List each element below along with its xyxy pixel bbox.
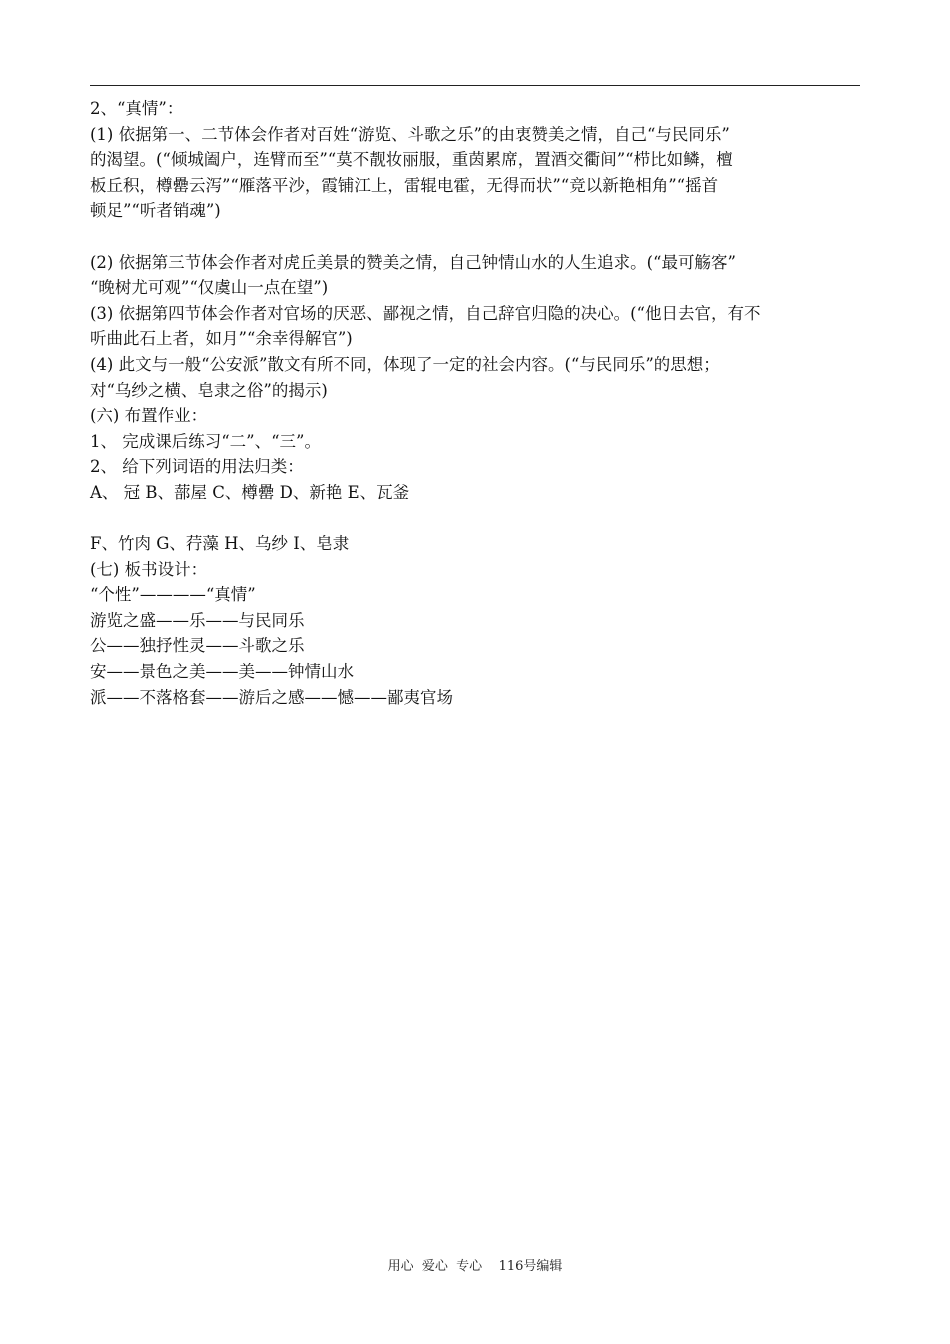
board-design-line-1: “个性”————“真情” bbox=[90, 585, 256, 605]
section-heading-board-design: (七) 板书设计： bbox=[90, 559, 208, 579]
header-rule bbox=[90, 85, 860, 86]
blank-line bbox=[90, 506, 865, 532]
blank-line bbox=[90, 224, 865, 250]
paragraph-2-line-2: “晚树尤可观”“仅虞山一点在望”) bbox=[90, 278, 329, 298]
paragraph-3-line-1: (3) 依据第四节体会作者对官场的厌恶、鄙视之情，自己辞官归隐的决心。(“他日去官，有不 bbox=[90, 303, 761, 323]
word-list-line-2: F、竹肉 G、荇藻 H、乌纱 I、皂隶 bbox=[90, 534, 350, 554]
word-list-line-1: A、 冠 B、蔀屋 C、樽罍 D、新艳 E、瓦釜 bbox=[90, 482, 410, 502]
board-design-line-4: 安——景色之美——美——钟情山水 bbox=[90, 662, 354, 682]
board-design-line-3: 公——独抒性灵——斗歌之乐 bbox=[90, 636, 305, 656]
paragraph-1-line-4: 顿足”“听者销魂”) bbox=[90, 201, 221, 221]
board-design-line-5: 派——不落格套——游后之感——憾——鄙夷官场 bbox=[90, 687, 453, 707]
section-heading-homework: (六) 布置作业： bbox=[90, 406, 208, 426]
document-body bbox=[90, 96, 865, 710]
paragraph-3-line-2: 听曲此石上者，如月”“余幸得解官”) bbox=[90, 329, 353, 349]
homework-item-2: 2、 给下列词语的用法归类： bbox=[90, 457, 304, 477]
paragraph-4-line-1: (4) 此文与一般“公安派”散文有所不同，体现了一定的社会内容。(“与民同乐”的思想； bbox=[90, 354, 720, 374]
board-design-line-2: 游览之盛——乐——与民同乐 bbox=[90, 610, 305, 630]
page-footer: 用心 爱心 专心 116号编辑 bbox=[387, 1259, 563, 1274]
paragraph-1-line-1: (1) 依据第一、二节体会作者对百姓“游览、斗歌之乐”的由衷赞美之情，自己“与民同乐” bbox=[90, 124, 730, 144]
paragraph-1-line-2: 的渴望。(“倾城阖户，连臂而至”“莫不靓妆丽服，重茵累席，置酒交衢间”“栉比如鳞，檀 bbox=[90, 150, 733, 170]
paragraph-1-line-3: 板丘积，樽罍云泻”“雁落平沙，霞铺江上，雷辊电霍，无得而状”“竞以新艳相角”“摇首 bbox=[90, 175, 719, 195]
paragraph-4-line-2: 对“乌纱之横、皂隶之俗”的揭示) bbox=[90, 380, 328, 400]
section-heading-true-feeling: 2、“真情”： bbox=[90, 99, 184, 118]
homework-item-1: 1、 完成课后练习“二”、“三”。 bbox=[90, 431, 321, 451]
paragraph-2-line-1: (2) 依据第三节体会作者对虎丘美景的赞美之情，自己钟情山水的人生追求。(“最可觞客” bbox=[90, 252, 736, 272]
